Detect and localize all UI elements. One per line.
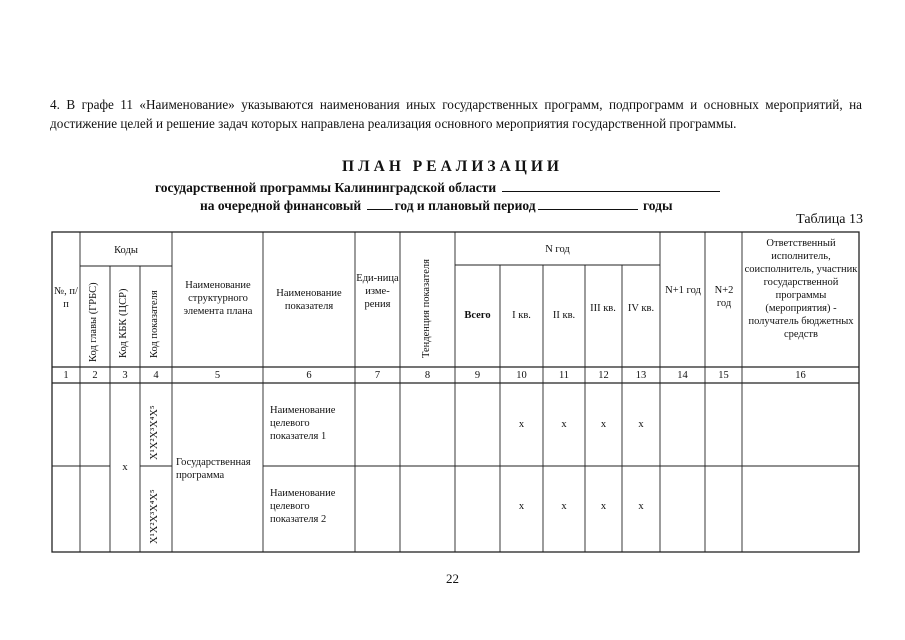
- header-q2: II кв.: [552, 310, 576, 321]
- header-responsible: Ответственный исполнитель, соисполнитель, участник государственной программы (мероприятия) - получатель бюджетных средств: [744, 238, 858, 340]
- header-code-grbs: Код главы (ГРБС): [88, 282, 99, 362]
- row2-indicator-code: X¹X²X³X⁴X⁵: [149, 489, 160, 544]
- row2-indicator-name: Наименование целевого показателя 2: [270, 488, 336, 525]
- row1-q1: x: [518, 419, 525, 430]
- kbk-value: x: [122, 462, 128, 473]
- header-trend: Тенденция показателя: [421, 259, 432, 358]
- header-year-n: N год: [545, 244, 570, 255]
- header-unit: Еди-ница изме-рения: [356, 273, 399, 310]
- col-num-2: 2: [92, 370, 98, 381]
- header-q3: III кв.: [590, 303, 616, 314]
- col-num-13: 13: [635, 370, 647, 381]
- subtitle-part-a: на очередной финансовый: [200, 198, 362, 213]
- row2-q3: x: [600, 501, 607, 512]
- row2-q1: x: [518, 501, 525, 512]
- col-num-15: 15: [718, 370, 729, 381]
- struct-element-value: Государственная программа: [176, 457, 251, 481]
- intro-paragraph: 4. В графе 11 «Наименование» указываются наименования иных государственных программ, подпрограмм и основных мероприятий, на достижение целей и решение задач которых направлена реализация основного мероприятия государственной программы.: [50, 97, 862, 131]
- col-num-11: 11: [558, 370, 570, 381]
- col-num-3: 3: [122, 370, 128, 381]
- col-num-8: 8: [424, 370, 431, 381]
- header-total: Всего: [464, 310, 491, 321]
- header-code-kbk: Код КБК (ЦСР): [118, 288, 129, 358]
- col-num-16: 16: [795, 370, 806, 381]
- header-struct-name: Наименование структурного элемента плана: [183, 280, 253, 317]
- header-n1: N+1 год: [665, 285, 701, 296]
- col-num-10: 10: [516, 370, 527, 381]
- col-num-12: 12: [598, 370, 609, 381]
- row2-q2: x: [561, 501, 567, 512]
- plan-title: ПЛАН РЕАЛИЗАЦИИ: [342, 158, 563, 175]
- row1-indicator-name: Наименование целевого показателя 1: [270, 405, 336, 442]
- col-num-1: 1: [63, 370, 69, 381]
- row2-q4: x: [638, 501, 644, 512]
- col-num-9: 9: [474, 370, 481, 381]
- col-num-5: 5: [214, 370, 221, 381]
- header-n2: N+2 год: [714, 285, 734, 309]
- header-num: №, п/п: [54, 286, 78, 310]
- header-indicator-name: Наименование показателя: [276, 288, 342, 312]
- header-code-indicator: Код показателя: [149, 290, 160, 358]
- subtitle-part-b: год и плановый период: [394, 198, 536, 213]
- row1-q4: x: [638, 419, 644, 430]
- col-num-7: 7: [374, 370, 381, 381]
- row1-q2: x: [561, 419, 567, 430]
- page-number: 22: [446, 571, 459, 586]
- subtitle-part-c: годы: [642, 198, 673, 213]
- row1-indicator-code: X¹X²X³X⁴X⁵: [149, 405, 160, 460]
- subtitle-text: государственной программы Калининградской области: [155, 180, 497, 195]
- col-num-4: 4: [153, 370, 159, 381]
- header-codes: Коды: [114, 245, 138, 256]
- row1-q3: x: [600, 419, 607, 430]
- table-label: Таблица 13: [796, 212, 863, 227]
- header-q1: I кв.: [512, 310, 531, 321]
- col-num-14: 14: [677, 370, 688, 381]
- col-num-6: 6: [306, 370, 312, 381]
- header-q4: IV кв.: [627, 303, 655, 314]
